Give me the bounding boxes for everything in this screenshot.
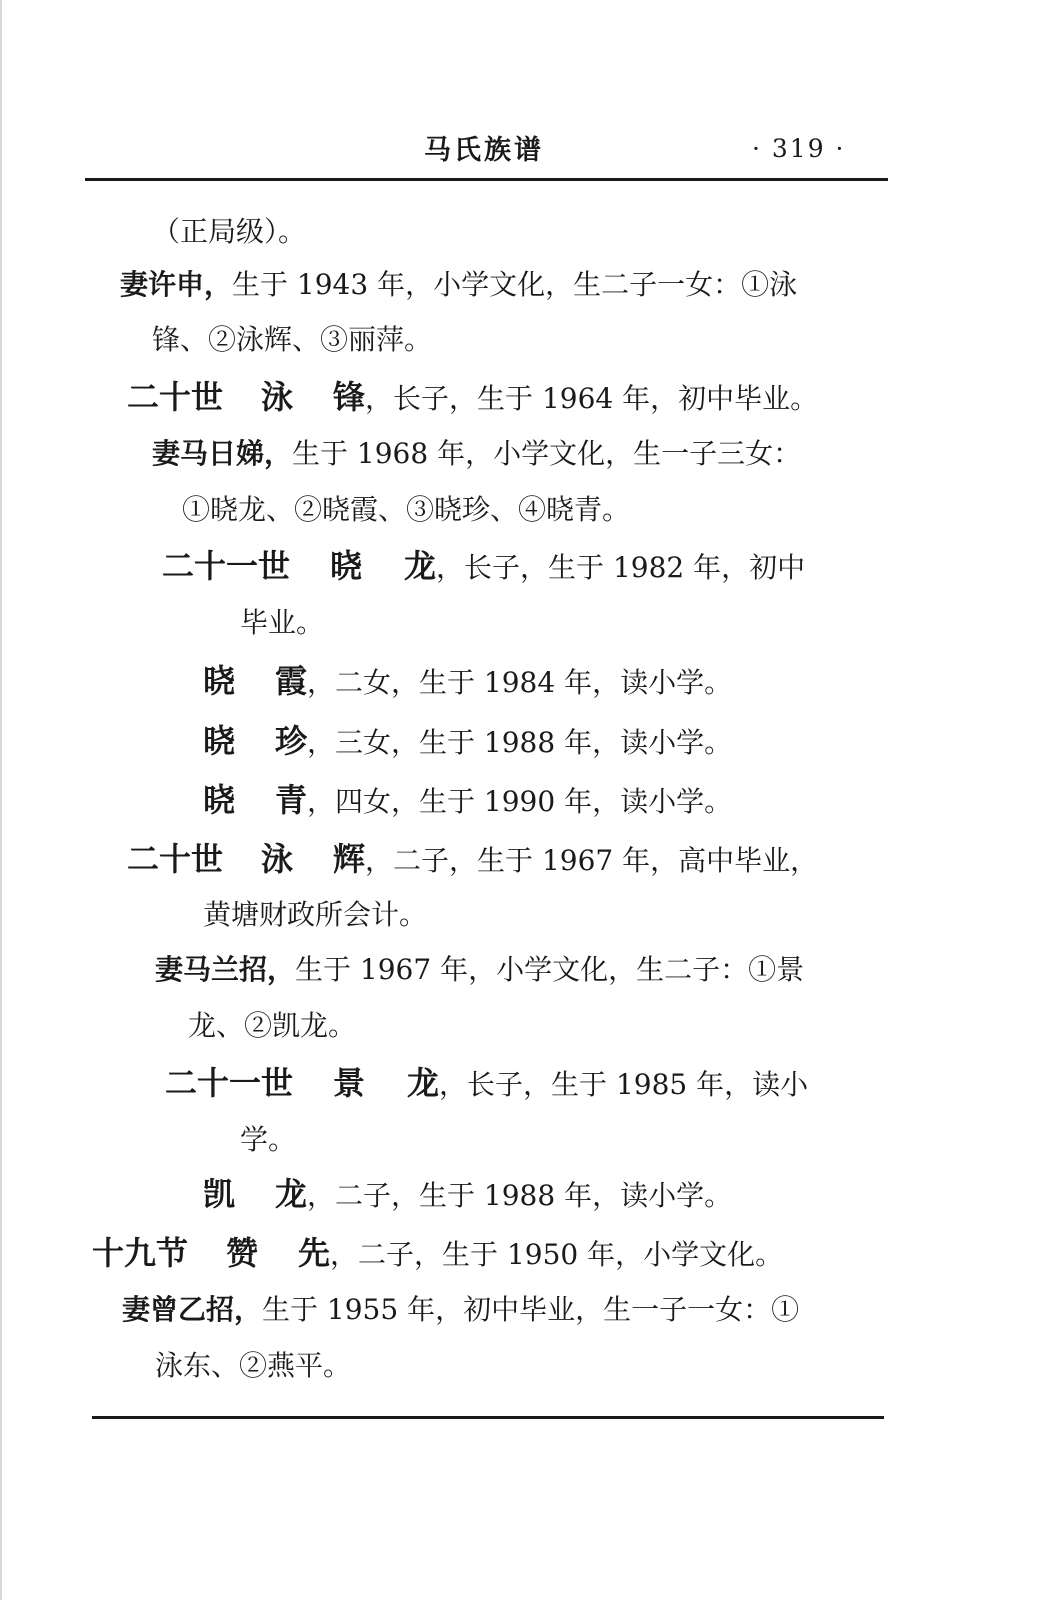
text-line: （正局级）。: [152, 215, 307, 248]
member-name-char: 景: [333, 1064, 366, 1102]
member-entry: 十九节 赞 先，二子，生于 1950 年，小学文化。: [92, 1234, 784, 1272]
wife-name: 妻许申，: [120, 268, 233, 301]
member-name-char: 龙: [275, 1175, 308, 1213]
generation-label: 二十一世: [162, 547, 291, 585]
wife-name: 妻曾乙招，: [122, 1293, 263, 1326]
text-line: 毕业。: [240, 606, 325, 639]
member-name-char: 辉: [333, 840, 366, 878]
member-entry: 晓 霞，二女，生于 1984 年，读小学。: [203, 662, 733, 700]
generation-label: 二十世: [127, 840, 224, 878]
member-name-char: 锋: [333, 378, 366, 416]
member-name-char: 晓: [203, 722, 236, 760]
wife-entry: 妻曾乙招，生于 1955 年，初中毕业，生一子一女：①: [122, 1293, 800, 1326]
member-entry: 二十一世 晓 龙，长子，生于 1982 年，初中: [162, 547, 806, 585]
member-name-char: 青: [275, 781, 308, 819]
member-name-char: 珍: [275, 722, 308, 760]
text-line: 龙、②凯龙。: [188, 1009, 357, 1042]
member-name-char: 晓: [203, 781, 236, 819]
wife-name: 妻马日娣，: [152, 437, 293, 470]
wife-entry: 妻许申，生于 1943 年，小学文化，生二子一女：①泳: [120, 268, 798, 301]
text-line: 学。: [240, 1123, 297, 1156]
footer-rule: [92, 1416, 884, 1419]
wife-entry: 妻马日娣，生于 1968 年，小学文化，生一子三女：: [152, 437, 802, 470]
member-name-char: 先: [298, 1234, 331, 1272]
wife-entry: 妻马兰招，生于 1967 年，小学文化，生二子：①景: [155, 953, 805, 986]
member-entry: 二十世 泳 辉，二子，生于 1967 年，高中毕业，: [127, 840, 819, 878]
generation-label: 二十一世: [165, 1064, 294, 1102]
member-entry: 晓 珍，三女，生于 1988 年，读小学。: [203, 722, 733, 760]
member-entry: 凯 龙，二子，生于 1988 年，读小学。: [203, 1175, 733, 1213]
text-line: 泳东、②燕平。: [155, 1349, 352, 1382]
header-rule: [85, 178, 888, 181]
member-name-char: 霞: [275, 662, 308, 700]
member-entry: 二十一世 景 龙，长子，生于 1985 年，读小: [165, 1064, 809, 1102]
text-line: 黄塘财政所会计。: [203, 898, 428, 931]
member-name-char: 晓: [330, 547, 363, 585]
member-name-char: 赞: [226, 1234, 259, 1272]
text-line: 锋、②泳辉、③丽萍。: [152, 323, 433, 356]
member-entry: 二十世 泳 锋，长子，生于 1964 年，初中毕业。: [127, 378, 819, 416]
generation-label: 十九节: [92, 1234, 189, 1272]
member-name-char: 凯: [203, 1175, 236, 1213]
member-name-char: 晓: [203, 662, 236, 700]
page-number: · 319 ·: [752, 134, 846, 163]
generation-label: 二十世: [127, 378, 224, 416]
text-line: ①晓龙、②晓霞、③晓珍、④晓青。: [182, 493, 631, 526]
running-header-title: 马氏族谱: [424, 135, 544, 166]
member-name-char: 泳: [261, 378, 294, 416]
wife-name: 妻马兰招，: [155, 953, 296, 986]
member-name-char: 泳: [261, 840, 294, 878]
member-name-char: 龙: [404, 547, 437, 585]
member-entry: 晓 青，四女，生于 1990 年，读小学。: [203, 781, 733, 819]
page-edge: [0, 0, 2, 1600]
member-name-char: 龙: [407, 1064, 440, 1102]
